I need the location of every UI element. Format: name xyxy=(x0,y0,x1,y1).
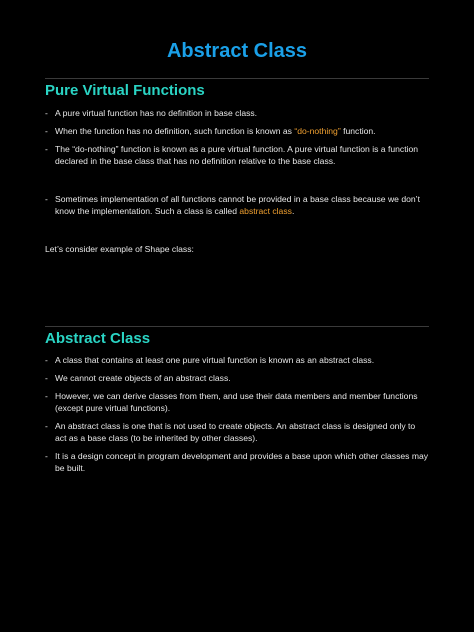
bullet-marker: - xyxy=(45,451,48,461)
bullet-marker: - xyxy=(45,391,48,401)
section-heading-abstract-class: Abstract Class xyxy=(45,330,151,347)
section-pure-virtual-functions xyxy=(45,82,429,104)
bullet-marker: - xyxy=(45,421,48,431)
bullet-marker: - xyxy=(45,126,48,136)
bullet-text: However, we can derive classes from them, and use their data members and member functions (except pure virtual functions). xyxy=(55,391,418,413)
list-item xyxy=(45,354,429,366)
bullet-text: When the function has no definition, such function is known as xyxy=(55,126,295,136)
bullet-text: The “do-nothing” function is known as a pure virtual function. A pure virtual function is a function declared in the base class that has no definition relative to the base class. xyxy=(55,144,419,166)
section-divider xyxy=(45,78,429,79)
highlight-text: “do-nothing” xyxy=(294,126,341,136)
list-item xyxy=(45,390,429,414)
bullet-text: An abstract class is one that is not used to create objects. An abstract class is designed only to act as a base class (to be inherited by other classes). xyxy=(55,421,416,443)
section-heading-pure-virtual-functions: Pure Virtual Functions xyxy=(45,82,205,99)
list-item xyxy=(45,372,429,384)
bullet-marker: - xyxy=(45,144,48,154)
section-abstract-class xyxy=(45,330,429,352)
bullet-text: A class that contains at least one pure virtual function is known as an abstract class. xyxy=(55,355,375,365)
section-divider xyxy=(45,326,429,327)
bullet-marker: - xyxy=(45,373,48,383)
highlight-text: abstract class xyxy=(239,206,292,216)
bullet-text: A pure virtual function has no definition in base class. xyxy=(55,108,258,118)
pvf-bullet-list xyxy=(45,107,429,173)
bullet-text: function. xyxy=(340,126,376,136)
bullet-marker: - xyxy=(45,108,48,118)
example-note: Let’s consider example of Shape class: xyxy=(45,244,194,254)
list-item xyxy=(45,107,429,119)
list-item xyxy=(45,125,429,137)
list-item xyxy=(45,420,429,444)
page-title: Abstract Class xyxy=(166,40,308,62)
bullet-marker: - xyxy=(45,194,48,204)
list-item xyxy=(45,143,429,167)
bullet-marker: - xyxy=(45,355,48,365)
bullet-text: It is a design concept in program development and provides a base upon which other classes may be built. xyxy=(55,451,429,473)
pvf-bullet-list-2 xyxy=(45,193,429,223)
bullet-text: Sometimes implementation of all functions cannot be provided in a base class because we don’t know the implementation. Such a class is called xyxy=(55,194,420,216)
list-item xyxy=(45,450,429,474)
bullet-text: We cannot create objects of an abstract class. xyxy=(55,373,231,383)
bullet-text: . xyxy=(291,206,295,216)
list-item xyxy=(45,193,429,217)
abstract-bullet-list xyxy=(45,354,429,480)
